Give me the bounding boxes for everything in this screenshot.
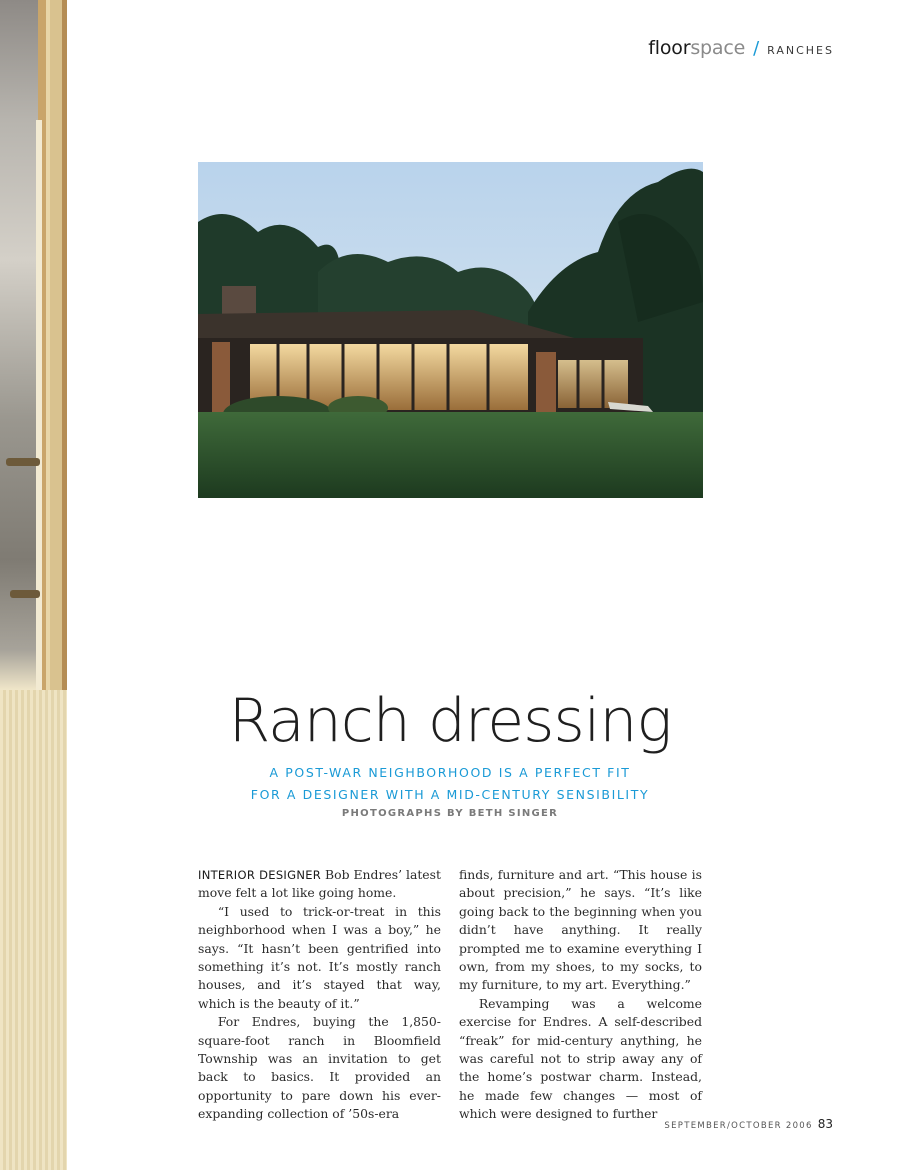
- paragraph: Revamping was a welcome exercise for Endres. A self-described “freak” for mid-century anything, he was careful not to strip away any of the home’s postwar charm. Instead, he made few changes — most of which were designed to further: [459, 995, 702, 1122]
- hero-photo: [198, 162, 703, 498]
- section-header: [648, 37, 834, 59]
- photo-credit: PHOTOGRAPHS BY BETH SINGER: [341, 808, 559, 819]
- paragraph: finds, furniture and art. “This house is about precision,” he says. “It’s like going back to the beginning when you didn’t have anything. It really prompted me to examine everything I own, from my shoes, to my socks, to my furniture, to my art. Everything.”: [459, 867, 702, 993]
- ranch-house-at-dusk-icon: [198, 162, 703, 498]
- issue-date: SEPTEMBER/OCTOBER 2006: [664, 1121, 813, 1131]
- deck-line: A POST-WAR NEIGHBORHOOD IS A PERFECT FIT: [269, 765, 631, 780]
- paragraph: “I used to trick-or-treat in this neighborhood when I was a boy,” he says. “It hasn’t been gentrified into something it’s not. It’s mostly ranch houses, and it’s stayed that way, which is the beauty of it.”: [198, 903, 441, 1011]
- body-column-right: [459, 866, 702, 1124]
- lead-in: INTERIOR DESIGNER: [198, 868, 322, 882]
- side-bleed-photo: [0, 0, 67, 1170]
- page-folio: [664, 1117, 833, 1131]
- window-frame: [36, 120, 42, 690]
- page-number: 83: [817, 1117, 833, 1131]
- article-deck: [0, 762, 900, 806]
- article-title: Ranch dressing: [228, 686, 672, 756]
- header-separator: /: [753, 38, 760, 59]
- section-label: RANCHES: [767, 44, 834, 57]
- deck-line: FOR A DESIGNER WITH A MID-CENTURY SENSIBILITY: [250, 787, 650, 802]
- brand-logo: floorspace: [648, 37, 746, 59]
- door-handle-icon: [10, 590, 40, 598]
- paragraph: INTERIOR DESIGNER Bob Endres’ latest move felt a lot like going home.: [198, 867, 441, 901]
- door-handle-icon: [6, 458, 40, 466]
- body-column-left: [198, 866, 441, 1124]
- paragraph: For Endres, buying the 1,850-square-foot ranch in Bloomfield Township was an invitation to get back to basics. It provided an opportunity to pare down his ever-expanding collection of ’50s-era: [198, 1014, 441, 1122]
